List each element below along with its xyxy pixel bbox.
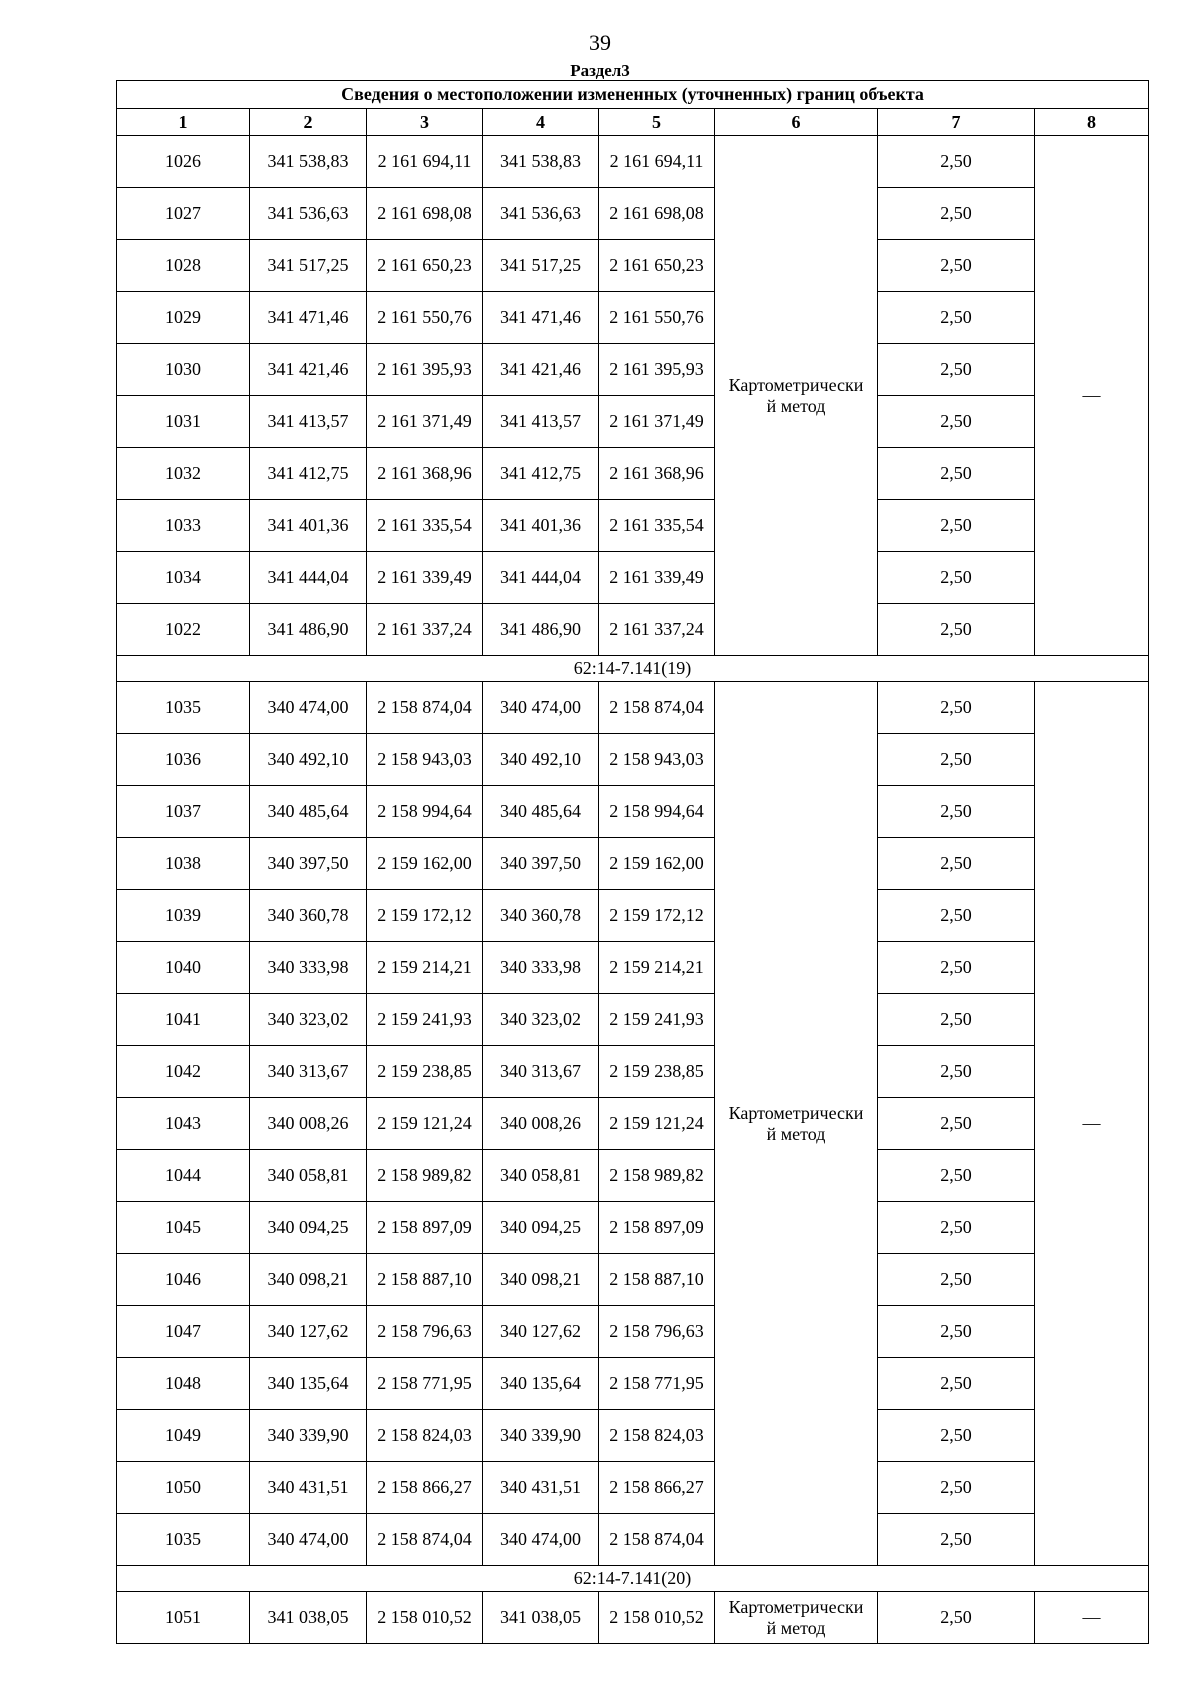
accuracy-cell: 2,50 <box>878 1592 1035 1644</box>
new-x-cell: 340 098,21 <box>483 1254 599 1306</box>
accuracy-cell: 2,50 <box>878 1306 1035 1358</box>
point-number-cell: 1032 <box>117 448 250 500</box>
old-y-cell: 2 159 162,00 <box>367 838 483 890</box>
accuracy-cell: 2,50 <box>878 838 1035 890</box>
new-y-cell: 2 161 368,96 <box>599 448 715 500</box>
old-y-cell: 2 161 694,11 <box>367 136 483 188</box>
old-x-cell: 340 474,00 <box>250 682 367 734</box>
table-row <box>117 500 1149 552</box>
new-x-cell: 340 474,00 <box>483 1514 599 1566</box>
point-number-cell: 1034 <box>117 552 250 604</box>
new-y-cell: 2 158 824,03 <box>599 1410 715 1462</box>
new-y-cell: 2 158 771,95 <box>599 1358 715 1410</box>
new-y-cell: 2 158 796,63 <box>599 1306 715 1358</box>
new-x-cell: 341 412,75 <box>483 448 599 500</box>
new-y-cell: 2 158 989,82 <box>599 1150 715 1202</box>
new-x-cell: 341 517,25 <box>483 240 599 292</box>
point-number-cell: 1035 <box>117 682 250 734</box>
old-y-cell: 2 158 866,27 <box>367 1462 483 1514</box>
description-cell: — <box>1035 682 1149 1566</box>
point-number-cell: 1038 <box>117 838 250 890</box>
old-x-cell: 340 474,00 <box>250 1514 367 1566</box>
point-number-cell: 1050 <box>117 1462 250 1514</box>
group-label-row <box>117 1566 1149 1592</box>
group-label: 62:14-7.141(19) <box>117 656 1149 682</box>
table-row <box>117 1514 1149 1566</box>
group-label: 62:14-7.141(20) <box>117 1566 1149 1592</box>
new-y-cell: 2 161 339,49 <box>599 552 715 604</box>
new-x-cell: 340 094,25 <box>483 1202 599 1254</box>
old-y-cell: 2 158 796,63 <box>367 1306 483 1358</box>
method-cell <box>715 136 878 656</box>
accuracy-cell: 2,50 <box>878 994 1035 1046</box>
table-caption: Сведения о местоположении измененных (уточненных) границ объекта <box>117 81 1149 109</box>
new-x-cell: 340 323,02 <box>483 994 599 1046</box>
accuracy-cell: 2,50 <box>878 396 1035 448</box>
new-y-cell: 2 161 550,76 <box>599 292 715 344</box>
old-x-cell: 340 098,21 <box>250 1254 367 1306</box>
point-number-cell: 1039 <box>117 890 250 942</box>
old-x-cell: 341 421,46 <box>250 344 367 396</box>
accuracy-cell: 2,50 <box>878 292 1035 344</box>
column-header: 2 <box>250 109 367 136</box>
column-header: 1 <box>117 109 250 136</box>
old-y-cell: 2 161 335,54 <box>367 500 483 552</box>
old-y-cell: 2 158 887,10 <box>367 1254 483 1306</box>
old-x-cell: 341 444,04 <box>250 552 367 604</box>
old-x-cell: 340 058,81 <box>250 1150 367 1202</box>
accuracy-cell: 2,50 <box>878 1410 1035 1462</box>
point-number-cell: 1047 <box>117 1306 250 1358</box>
point-number-cell: 1033 <box>117 500 250 552</box>
new-x-cell: 341 038,05 <box>483 1592 599 1644</box>
new-y-cell: 2 159 162,00 <box>599 838 715 890</box>
old-x-cell: 340 333,98 <box>250 942 367 994</box>
method-cell <box>715 1592 878 1644</box>
section-title: Раздел3 <box>570 61 630 80</box>
new-x-cell: 340 008,26 <box>483 1098 599 1150</box>
point-number-cell: 1043 <box>117 1098 250 1150</box>
point-number-cell: 1048 <box>117 1358 250 1410</box>
table-body <box>117 136 1149 1644</box>
old-y-cell: 2 161 395,93 <box>367 344 483 396</box>
accuracy-cell: 2,50 <box>878 344 1035 396</box>
new-y-cell: 2 158 994,64 <box>599 786 715 838</box>
accuracy-cell: 2,50 <box>878 240 1035 292</box>
old-x-cell: 340 008,26 <box>250 1098 367 1150</box>
old-x-cell: 341 486,90 <box>250 604 367 656</box>
page-number: 39 <box>589 30 611 55</box>
point-number-cell: 1044 <box>117 1150 250 1202</box>
new-x-cell: 340 135,64 <box>483 1358 599 1410</box>
accuracy-cell: 2,50 <box>878 786 1035 838</box>
table-row <box>117 396 1149 448</box>
table-row <box>117 838 1149 890</box>
new-y-cell: 2 159 172,12 <box>599 890 715 942</box>
old-y-cell: 2 158 010,52 <box>367 1592 483 1644</box>
table-row <box>117 604 1149 656</box>
point-number-cell: 1046 <box>117 1254 250 1306</box>
table-row <box>117 136 1149 188</box>
old-y-cell: 2 161 368,96 <box>367 448 483 500</box>
old-y-cell: 2 159 214,21 <box>367 942 483 994</box>
old-x-cell: 341 538,83 <box>250 136 367 188</box>
old-y-cell: 2 161 371,49 <box>367 396 483 448</box>
new-x-cell: 340 485,64 <box>483 786 599 838</box>
new-x-cell: 340 333,98 <box>483 942 599 994</box>
old-x-cell: 340 431,51 <box>250 1462 367 1514</box>
old-y-cell: 2 159 121,24 <box>367 1098 483 1150</box>
old-y-cell: 2 158 897,09 <box>367 1202 483 1254</box>
table-row <box>117 1150 1149 1202</box>
point-number-cell: 1022 <box>117 604 250 656</box>
old-x-cell: 340 135,64 <box>250 1358 367 1410</box>
column-header: 3 <box>367 109 483 136</box>
point-number-cell: 1036 <box>117 734 250 786</box>
old-y-cell: 2 158 994,64 <box>367 786 483 838</box>
accuracy-cell: 2,50 <box>878 734 1035 786</box>
table-row <box>117 942 1149 994</box>
accuracy-cell: 2,50 <box>878 136 1035 188</box>
column-header: 4 <box>483 109 599 136</box>
accuracy-cell: 2,50 <box>878 604 1035 656</box>
old-x-cell: 341 038,05 <box>250 1592 367 1644</box>
table-row <box>117 1410 1149 1462</box>
group-label-row <box>117 656 1149 682</box>
new-x-cell: 340 431,51 <box>483 1462 599 1514</box>
table-row <box>117 1358 1149 1410</box>
method-text-line: й метод <box>766 1617 826 1638</box>
table-row <box>117 552 1149 604</box>
accuracy-cell: 2,50 <box>878 188 1035 240</box>
new-y-cell: 2 158 897,09 <box>599 1202 715 1254</box>
accuracy-cell: 2,50 <box>878 1254 1035 1306</box>
column-header-row <box>117 109 1149 136</box>
accuracy-cell: 2,50 <box>878 890 1035 942</box>
new-y-cell: 2 159 241,93 <box>599 994 715 1046</box>
old-y-cell: 2 161 650,23 <box>367 240 483 292</box>
new-x-cell: 341 401,36 <box>483 500 599 552</box>
point-number-cell: 1037 <box>117 786 250 838</box>
new-x-cell: 340 058,81 <box>483 1150 599 1202</box>
old-y-cell: 2 159 238,85 <box>367 1046 483 1098</box>
method-text-line: Картометрически <box>728 1102 864 1123</box>
table-row <box>117 188 1149 240</box>
point-number-cell: 1028 <box>117 240 250 292</box>
new-y-cell: 2 158 887,10 <box>599 1254 715 1306</box>
point-number-cell: 1040 <box>117 942 250 994</box>
new-y-cell: 2 158 010,52 <box>599 1592 715 1644</box>
method-cell <box>715 682 878 1566</box>
old-x-cell: 340 492,10 <box>250 734 367 786</box>
old-y-cell: 2 161 339,49 <box>367 552 483 604</box>
new-x-cell: 341 444,04 <box>483 552 599 604</box>
accuracy-cell: 2,50 <box>878 942 1035 994</box>
old-y-cell: 2 158 874,04 <box>367 1514 483 1566</box>
old-x-cell: 340 094,25 <box>250 1202 367 1254</box>
table-row <box>117 240 1149 292</box>
old-y-cell: 2 158 989,82 <box>367 1150 483 1202</box>
accuracy-cell: 2,50 <box>878 1462 1035 1514</box>
old-x-cell: 341 413,57 <box>250 396 367 448</box>
table-row <box>117 734 1149 786</box>
new-y-cell: 2 159 121,24 <box>599 1098 715 1150</box>
old-y-cell: 2 159 172,12 <box>367 890 483 942</box>
accuracy-cell: 2,50 <box>878 1358 1035 1410</box>
old-x-cell: 340 339,90 <box>250 1410 367 1462</box>
column-header: 8 <box>1035 109 1149 136</box>
old-x-cell: 340 485,64 <box>250 786 367 838</box>
old-x-cell: 341 471,46 <box>250 292 367 344</box>
table-row <box>117 1098 1149 1150</box>
column-header: 5 <box>599 109 715 136</box>
point-number-cell: 1026 <box>117 136 250 188</box>
new-y-cell: 2 161 698,08 <box>599 188 715 240</box>
table-row <box>117 890 1149 942</box>
accuracy-cell: 2,50 <box>878 448 1035 500</box>
new-y-cell: 2 161 694,11 <box>599 136 715 188</box>
new-y-cell: 2 161 395,93 <box>599 344 715 396</box>
new-x-cell: 340 313,67 <box>483 1046 599 1098</box>
table-row <box>117 1306 1149 1358</box>
new-x-cell: 340 127,62 <box>483 1306 599 1358</box>
table-row <box>117 1202 1149 1254</box>
new-x-cell: 340 397,50 <box>483 838 599 890</box>
table-row <box>117 1254 1149 1306</box>
old-x-cell: 340 127,62 <box>250 1306 367 1358</box>
point-number-cell: 1029 <box>117 292 250 344</box>
point-number-cell: 1035 <box>117 1514 250 1566</box>
accuracy-cell: 2,50 <box>878 1514 1035 1566</box>
old-x-cell: 341 412,75 <box>250 448 367 500</box>
old-x-cell: 340 360,78 <box>250 890 367 942</box>
column-header: 6 <box>715 109 878 136</box>
point-number-cell: 1030 <box>117 344 250 396</box>
old-y-cell: 2 161 550,76 <box>367 292 483 344</box>
table-row <box>117 1046 1149 1098</box>
accuracy-cell: 2,50 <box>878 552 1035 604</box>
point-number-cell: 1041 <box>117 994 250 1046</box>
point-number-cell: 1051 <box>117 1592 250 1644</box>
table-row <box>117 1462 1149 1514</box>
new-x-cell: 340 360,78 <box>483 890 599 942</box>
point-number-cell: 1031 <box>117 396 250 448</box>
new-x-cell: 341 536,63 <box>483 188 599 240</box>
new-x-cell: 341 471,46 <box>483 292 599 344</box>
old-x-cell: 341 517,25 <box>250 240 367 292</box>
table-row <box>117 786 1149 838</box>
point-number-cell: 1045 <box>117 1202 250 1254</box>
accuracy-cell: 2,50 <box>878 1046 1035 1098</box>
new-y-cell: 2 158 866,27 <box>599 1462 715 1514</box>
new-y-cell: 2 158 874,04 <box>599 682 715 734</box>
method-text-line: Картометрически <box>728 374 864 395</box>
old-y-cell: 2 158 874,04 <box>367 682 483 734</box>
old-x-cell: 341 401,36 <box>250 500 367 552</box>
old-y-cell: 2 158 771,95 <box>367 1358 483 1410</box>
method-text-line: й метод <box>766 1123 826 1144</box>
new-y-cell: 2 158 874,04 <box>599 1514 715 1566</box>
accuracy-cell: 2,50 <box>878 682 1035 734</box>
new-x-cell: 341 538,83 <box>483 136 599 188</box>
accuracy-cell: 2,50 <box>878 1202 1035 1254</box>
new-y-cell: 2 161 650,23 <box>599 240 715 292</box>
new-x-cell: 341 413,57 <box>483 396 599 448</box>
accuracy-cell: 2,50 <box>878 1150 1035 1202</box>
new-y-cell: 2 158 943,03 <box>599 734 715 786</box>
new-y-cell: 2 161 337,24 <box>599 604 715 656</box>
table-row <box>117 448 1149 500</box>
new-x-cell: 340 339,90 <box>483 1410 599 1462</box>
coordinates-table <box>116 80 1149 1644</box>
old-x-cell: 340 397,50 <box>250 838 367 890</box>
new-y-cell: 2 159 238,85 <box>599 1046 715 1098</box>
table-row <box>117 682 1149 734</box>
new-y-cell: 2 161 371,49 <box>599 396 715 448</box>
table-row <box>117 1592 1149 1644</box>
accuracy-cell: 2,50 <box>878 1098 1035 1150</box>
new-y-cell: 2 159 214,21 <box>599 942 715 994</box>
accuracy-cell: 2,50 <box>878 500 1035 552</box>
old-y-cell: 2 159 241,93 <box>367 994 483 1046</box>
method-text-line: й метод <box>766 395 826 416</box>
point-number-cell: 1049 <box>117 1410 250 1462</box>
column-header: 7 <box>878 109 1035 136</box>
new-x-cell: 340 492,10 <box>483 734 599 786</box>
old-x-cell: 341 536,63 <box>250 188 367 240</box>
old-y-cell: 2 161 337,24 <box>367 604 483 656</box>
description-cell: — <box>1035 136 1149 656</box>
new-x-cell: 341 421,46 <box>483 344 599 396</box>
new-x-cell: 340 474,00 <box>483 682 599 734</box>
table-row <box>117 994 1149 1046</box>
old-y-cell: 2 161 698,08 <box>367 188 483 240</box>
old-y-cell: 2 158 943,03 <box>367 734 483 786</box>
new-y-cell: 2 161 335,54 <box>599 500 715 552</box>
method-text-line: Картометрически <box>728 1596 864 1617</box>
table-row <box>117 292 1149 344</box>
point-number-cell: 1042 <box>117 1046 250 1098</box>
old-x-cell: 340 323,02 <box>250 994 367 1046</box>
description-cell: — <box>1035 1592 1149 1644</box>
old-y-cell: 2 158 824,03 <box>367 1410 483 1462</box>
old-x-cell: 340 313,67 <box>250 1046 367 1098</box>
new-x-cell: 341 486,90 <box>483 604 599 656</box>
point-number-cell: 1027 <box>117 188 250 240</box>
table-row <box>117 344 1149 396</box>
